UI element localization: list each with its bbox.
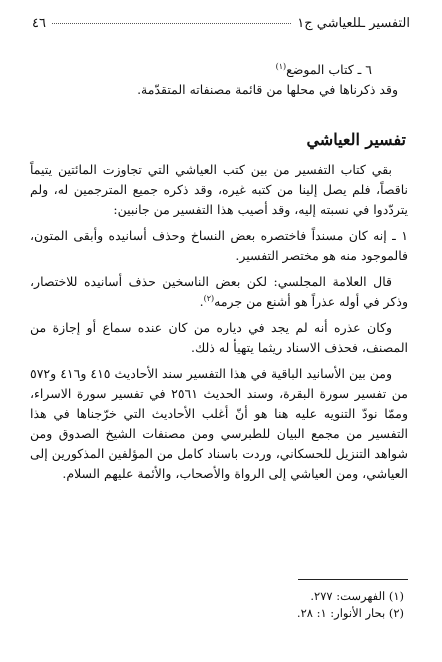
footnotes	[297, 588, 404, 622]
header-title: التفسير ـللعياشي ج١	[297, 16, 410, 31]
book-list-item	[30, 60, 408, 80]
paragraph-4: وكان عذره أنه لم يجد في دياره من كان عنده سماع أو إجازة من المصنف، فحذف الاسناد ريثما يتهيأ له ذلك.	[30, 320, 408, 355]
header-dotted-leader	[52, 23, 291, 24]
running-header	[32, 16, 410, 34]
body-text	[30, 160, 408, 490]
section-heading: تفسير العياشي	[306, 130, 406, 149]
intro-block	[30, 60, 408, 100]
intro-note: وقد ذكرناها في محلها من قائمة مصنفاته المتقدّمة.	[137, 82, 398, 97]
footnote-ref-2: (٢)	[203, 293, 215, 303]
book-list-item-text: ٦ ـ كتاب الموضع	[286, 62, 372, 77]
paragraph-5: ومن بين الأسانيد الباقية في هذا التفسير سند الأحاديث ٤١٥ و٤١٦ و٥٧٢ من تفسير سورة البقرة، وسند الحديث ٢٥٦١ في تفسير سورة الاسراء، وممّا نودّ التنويه عليه هنا هو أنّ أغلب الأحاديث التي خرّجناها في هذا التفسير من مجمع البيان للطبرسي ومن مصنفات الشيخ الصدوق ومن شواهد التنزيل للحسكاني، وردت باسناد كامل من المؤلفين المذكورين إلى العياشي، ومن العياشي إلى الرواة والأصحاب، والأئمة عليهم السلام.	[30, 366, 408, 481]
paragraph-2: ١ ـ إنه كان مسنداً فاختصره بعض النساخ وحذف أسانيده وأبقى المتون، فالموجود منه هو مختصر التفسير.	[30, 228, 408, 263]
footnote-1: (١) الفهرست: ٢٧٧.	[310, 589, 404, 603]
paragraph-1: بقي كتاب التفسير من بين كتب العياشي التي تجاوزت المائتين يتيماً ناقصاً، فلم يصل إلينا من كتبه غيره، وقد ذكره جميع المترجمين له، ولم يتردّدوا في نسبته إليه، وقد أصيب هذا التفسير من جانبين:	[30, 162, 408, 217]
page-number: ٤٦	[32, 16, 46, 31]
footnote-ref-1: (١)	[275, 61, 287, 71]
footnote-2: (٢) بحار الأنوار: ١: ٢٨.	[296, 606, 404, 620]
footnote-separator	[298, 579, 408, 580]
paragraph-3	[30, 272, 408, 312]
paragraph-3-text: قال العلامة المجلسي: لكن بعض الناسخين حذف أسانيده للاختصار، وذكر في أوله عذراً هو أشنع من جرمه	[30, 274, 408, 309]
paragraph-3-end: .	[199, 294, 204, 309]
